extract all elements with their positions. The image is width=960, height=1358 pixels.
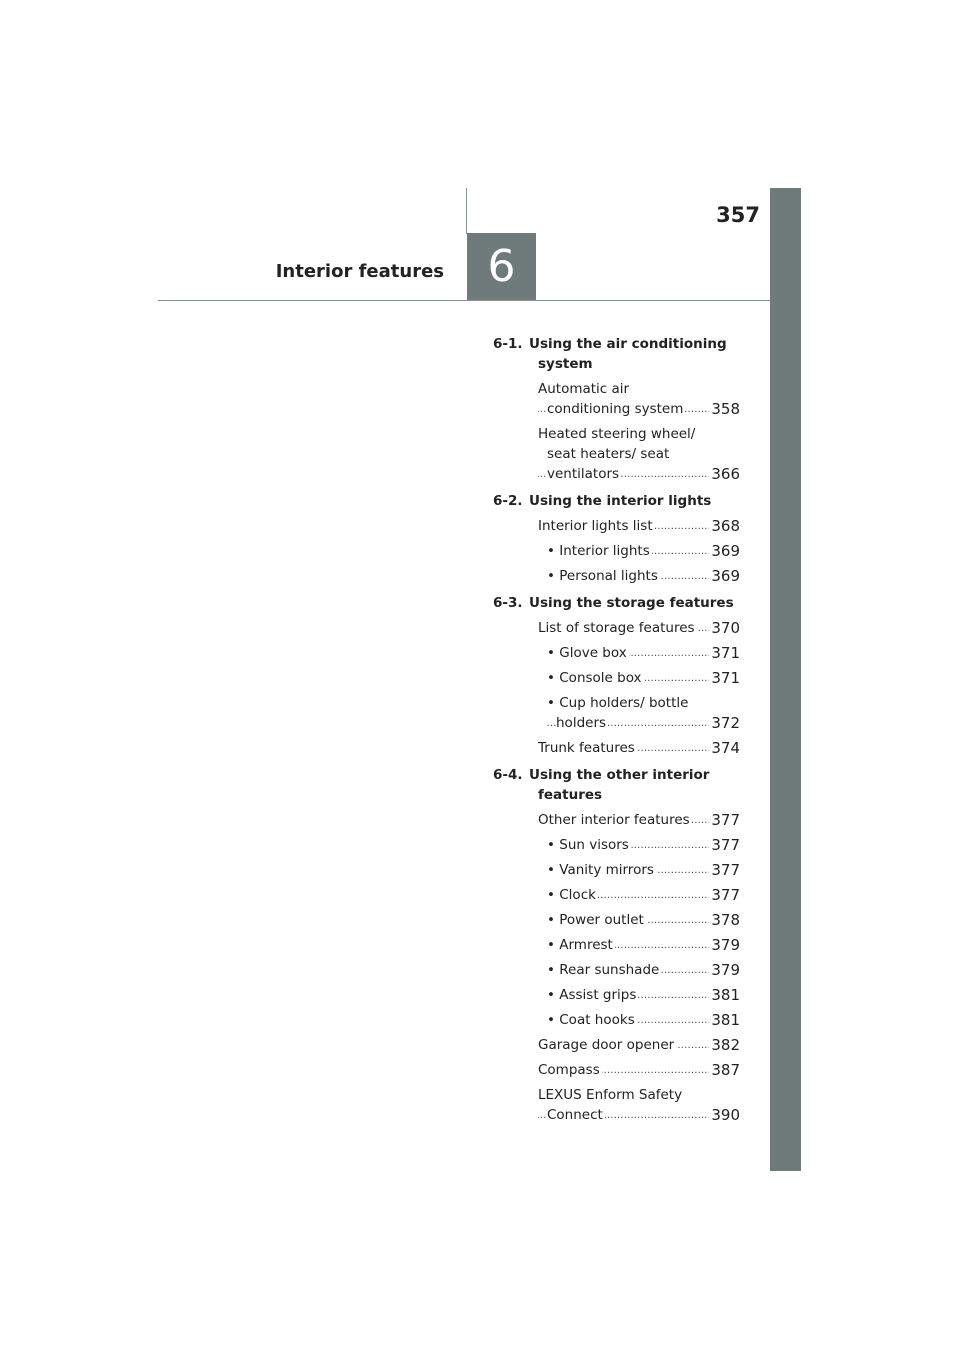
toc-page-number: 378 [711,911,740,929]
toc-page-number: 371 [711,644,740,662]
toc-section-heading[interactable] [493,334,740,374]
toc-page-number: 382 [711,1036,740,1054]
toc-page-number: 387 [711,1061,740,1079]
toc-entry-label [538,618,709,638]
toc-page-number: 369 [711,567,740,585]
header-rule [158,300,770,301]
toc-subentry[interactable] [493,910,740,930]
toc-entry-text: • Interior lights [547,543,650,559]
toc-entry-label [538,424,709,484]
toc-section-heading[interactable] [493,593,740,613]
toc-entry-text: Other interior features [538,812,690,828]
toc-entry-label [547,835,709,855]
toc-page-number: 372 [711,714,740,732]
toc-entry-label [538,1085,709,1125]
toc-page-number: 379 [711,961,740,979]
toc-entry-label [547,541,709,561]
toc-entry-text: • Power outlet [547,912,644,928]
toc-page-number: 368 [711,517,740,535]
toc-entry[interactable] [493,379,740,419]
toc-page-number: 358 [711,400,740,418]
toc-subentry[interactable] [493,1010,740,1030]
toc-section-number: 6-2. [493,493,523,509]
toc-page-number: 379 [711,936,740,954]
toc-entry-text: • Clock [547,887,596,903]
toc-page-number: 366 [711,465,740,483]
toc-section-title: Using the air conditioning system [529,336,727,372]
toc-section-heading[interactable] [493,491,740,511]
toc-section [493,491,740,586]
toc-section [493,593,740,758]
toc-entry-text: • Console box [547,670,642,686]
toc-page-number: 370 [711,619,740,637]
toc-entry-text: • Armrest [547,937,613,953]
toc-subentry[interactable] [493,935,740,955]
section-title: Interior features [275,261,444,282]
toc-entry-text: • Coat hooks [547,1012,635,1028]
toc-entry-label [538,738,709,758]
toc-entry-text: Heated steering wheel/ seat heaters/ seat ventilators [538,426,696,482]
toc-entry-label [547,910,709,930]
toc-entry-text: • Sun visors [547,837,629,853]
toc-entry-label [538,1035,709,1055]
toc-page-number: 390 [711,1106,740,1124]
toc-entry-label [538,810,709,830]
toc-page-number: 381 [711,986,740,1004]
toc-entry-label [547,566,709,586]
toc-page-number: 377 [711,811,740,829]
toc-entry-text: • Assist grips [547,987,637,1003]
toc-entry-label [547,885,709,905]
toc-subentry[interactable] [493,643,740,663]
toc-entry-label [547,1010,709,1030]
toc-entry-label [547,668,709,688]
toc-subentry[interactable] [493,541,740,561]
toc-page-number: 377 [711,861,740,879]
toc-page-number: 377 [711,886,740,904]
toc-section-number: 6-3. [493,595,523,611]
toc-entry-label [547,860,709,880]
toc-subentry[interactable] [493,835,740,855]
toc-entry-label [538,379,709,419]
toc-subentry[interactable] [493,668,740,688]
toc-subentry[interactable] [493,566,740,586]
toc-entry-text: Trunk features [538,740,635,756]
toc-page-number: 374 [711,739,740,757]
toc-entry-text: LEXUS Enform Safety Connect [538,1087,683,1123]
side-thumb-bar [770,188,801,1171]
toc-entry-text: List of storage features [538,620,695,636]
toc-entry-text: • Cup holders/ bottle holders [547,695,689,731]
toc-subentry[interactable] [493,693,740,733]
toc-entry[interactable] [493,1060,740,1080]
toc-entry[interactable] [493,618,740,638]
toc-section-heading[interactable] [493,765,740,805]
toc-subentry[interactable] [493,960,740,980]
toc-entry-label [547,960,709,980]
header-divider [466,188,467,234]
toc-entry-label [547,693,709,733]
page-number: 357 [716,203,760,227]
toc-section-number: 6-1. [493,336,523,352]
toc-entry[interactable] [493,516,740,536]
toc-entry-text: Interior lights list [538,518,653,534]
toc-section-title: Using the interior lights [529,493,712,509]
toc-entry[interactable] [493,424,740,484]
toc-entry-text: • Rear sunshade [547,962,660,978]
toc-page-number: 377 [711,836,740,854]
toc-page-number: 369 [711,542,740,560]
toc-subentry[interactable] [493,885,740,905]
toc-section-title: Using the other interior features [529,767,710,803]
toc-page-number: 381 [711,1011,740,1029]
chapter-number-tab: 6 [467,233,536,301]
toc-section-title: Using the storage features [529,595,734,611]
toc-entry-text: Compass [538,1062,600,1078]
toc-entry-label [538,1060,709,1080]
toc-entry-label [547,935,709,955]
toc-section [493,765,740,1125]
toc-section-number: 6-4. [493,767,523,783]
toc-entry[interactable] [493,1035,740,1055]
toc-entry[interactable] [493,810,740,830]
toc-subentry[interactable] [493,860,740,880]
toc-entry-text: • Vanity mirrors [547,862,654,878]
toc-section [493,334,740,484]
toc-page-number: 371 [711,669,740,687]
toc-entry-text: • Personal lights [547,568,658,584]
toc-entry-label [538,516,709,536]
toc-entry-text: Automatic air conditioning system [538,381,684,417]
table-of-contents [493,334,740,1132]
toc-subentry[interactable] [493,985,740,1005]
toc-entry-label [547,643,709,663]
toc-entry[interactable] [493,738,740,758]
toc-entry[interactable] [493,1085,740,1125]
toc-entry-label [547,985,709,1005]
toc-entry-text: • Glove box [547,645,627,661]
toc-entry-text: Garage door opener [538,1037,675,1053]
